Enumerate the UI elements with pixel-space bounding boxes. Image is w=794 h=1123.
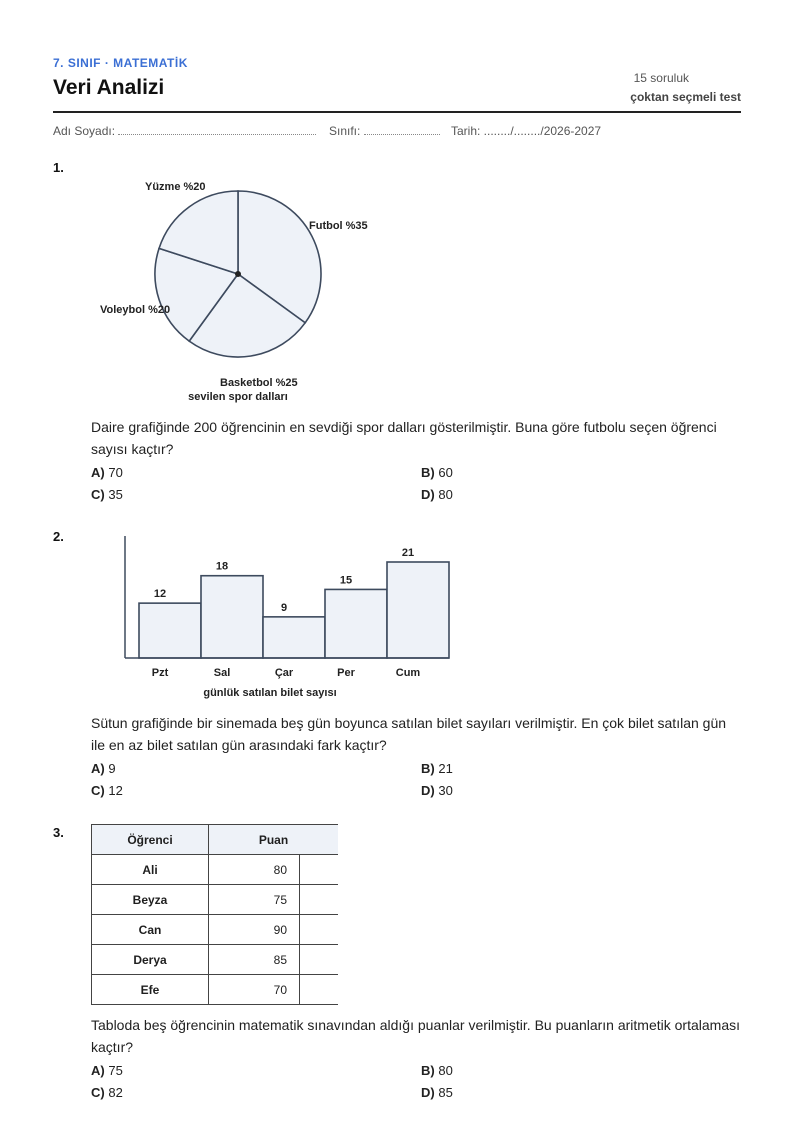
q2-option-c-value: 12 xyxy=(108,783,123,798)
empty-cell xyxy=(300,915,339,945)
question-2-number: 2. xyxy=(53,529,64,544)
q3-option-d[interactable] xyxy=(421,1085,453,1100)
bar-category-label: Çar xyxy=(274,667,294,679)
q3-option-b[interactable] xyxy=(421,1063,453,1078)
q1-option-c[interactable] xyxy=(91,487,123,502)
pie-slice-label: Futbol %35 xyxy=(309,220,368,232)
pie-caption: sevilen spor dalları xyxy=(188,391,288,403)
bar-category-label: Sal xyxy=(213,667,231,679)
q2-option-a-value: 9 xyxy=(108,761,116,776)
table-row xyxy=(92,885,339,915)
table-row xyxy=(92,855,339,885)
student-score: 80 xyxy=(209,855,300,885)
q2-option-b-value: 21 xyxy=(438,761,453,776)
q1-option-a-value: 70 xyxy=(108,465,123,480)
q3-option-c-letter: C) xyxy=(91,1085,105,1100)
empty-cell xyxy=(300,885,339,915)
student-score: 75 xyxy=(209,885,300,915)
student-name: Ali xyxy=(92,855,209,885)
table-row xyxy=(92,945,339,975)
date-label: Tarih: ......../......../2026-2027 xyxy=(451,124,602,138)
column-header-student: Öğrenci xyxy=(92,825,209,855)
name-field[interactable] xyxy=(53,124,316,138)
q3-option-d-value: 85 xyxy=(438,1085,453,1100)
grade-label: 7. SINIF · MATEMATİK xyxy=(53,56,188,70)
bar-value-label: 12 xyxy=(153,588,167,601)
q2-option-b-letter: B) xyxy=(421,761,435,776)
bar-category-label: Pzt xyxy=(151,667,169,679)
bar-value-label: 18 xyxy=(215,560,229,573)
bar xyxy=(263,617,325,658)
empty-cell xyxy=(300,975,339,1005)
pie-chart xyxy=(91,174,411,404)
bar-category-label: Per xyxy=(337,667,355,679)
q3-option-b-letter: B) xyxy=(421,1063,435,1078)
q2-option-a-letter: A) xyxy=(91,761,105,776)
student-score: 70 xyxy=(209,975,300,1005)
student-name: Beyza xyxy=(92,885,209,915)
student-name: Can xyxy=(92,915,209,945)
q3-option-c-value: 82 xyxy=(108,1085,123,1100)
q2-option-d-value: 30 xyxy=(438,783,453,798)
question-1-number: 1. xyxy=(53,160,64,175)
empty-cell xyxy=(300,855,339,885)
student-score: 90 xyxy=(209,915,300,945)
bar xyxy=(139,603,201,658)
q3-option-c[interactable] xyxy=(91,1085,123,1100)
q1-option-d-letter: D) xyxy=(421,487,435,502)
scores-table xyxy=(91,824,338,1005)
bar-value-label: 21 xyxy=(401,547,415,559)
question-1-text: Daire grafiğinde 200 öğrencinin en sevdiği spor dalları gösterilmiştir. Buna göre futbolu seçen öğrenci sayısı kaçtır? xyxy=(91,419,717,457)
q1-option-b-value: 60 xyxy=(438,465,453,480)
bar-category-label: Cum xyxy=(395,667,421,679)
header-divider xyxy=(53,111,741,113)
table-row xyxy=(92,915,339,945)
question-3-text: Tabloda beş öğrencinin matematik sınavından aldığı puanlar verilmiştir. Bu puanların aritmetik ortalaması kaçtır? xyxy=(91,1017,740,1055)
column-header-score: Puan xyxy=(209,825,339,855)
empty-cell xyxy=(300,945,339,975)
q1-option-c-value: 35 xyxy=(108,487,123,502)
bar xyxy=(201,576,263,658)
q3-option-a-letter: A) xyxy=(91,1063,105,1078)
q3-option-a-value: 75 xyxy=(108,1063,123,1078)
table-row xyxy=(92,975,339,1005)
bar-chart xyxy=(110,530,480,700)
q2-option-a[interactable] xyxy=(91,761,116,776)
bar-caption: günlük satılan bilet sayısı xyxy=(203,687,337,699)
class-field[interactable] xyxy=(329,124,440,138)
q1-option-d-value: 80 xyxy=(438,487,453,502)
class-label: Sınıfı: xyxy=(329,124,361,138)
table-header-row xyxy=(92,825,339,855)
q3-option-d-letter: D) xyxy=(421,1085,435,1100)
bar xyxy=(325,589,387,658)
q1-option-a-letter: A) xyxy=(91,465,105,480)
test-type: çoktan seçmeli test xyxy=(630,90,741,104)
q1-option-b-letter: B) xyxy=(421,465,435,480)
question-2-text: Sütun grafiğinde bir sinemada beş gün boyunca satılan bilet sayıları verilmiştir. En çok bilet satılan gün ile en az bilet satılan gün arasındaki fark kaçtır? xyxy=(91,715,727,753)
q2-option-d[interactable] xyxy=(421,783,453,798)
pie-center-dot xyxy=(235,271,241,277)
q2-option-c-letter: C) xyxy=(91,783,105,798)
date-field[interactable] xyxy=(451,124,601,138)
bar-value-label: 9 xyxy=(280,601,288,614)
student-score: 85 xyxy=(209,945,300,975)
q1-option-b[interactable] xyxy=(421,465,453,480)
q3-option-a[interactable] xyxy=(91,1063,123,1078)
class-blank[interactable] xyxy=(364,124,440,135)
bar xyxy=(387,562,449,658)
bar-value-label: 15 xyxy=(339,574,353,587)
q2-option-c[interactable] xyxy=(91,783,123,798)
name-blank[interactable] xyxy=(118,124,316,135)
question-count: 15 soruluk xyxy=(633,71,689,85)
pie-slice-label: Basketbol %25 xyxy=(220,377,298,389)
q1-option-d[interactable] xyxy=(421,487,453,502)
pie-slice-label: Voleybol %20 xyxy=(100,304,171,316)
q1-option-c-letter: C) xyxy=(91,487,105,502)
student-name: Derya xyxy=(92,945,209,975)
q3-option-b-value: 80 xyxy=(438,1063,453,1078)
page-title: Veri Analizi xyxy=(53,76,165,99)
q1-option-a[interactable] xyxy=(91,465,123,480)
q2-option-d-letter: D) xyxy=(421,783,435,798)
name-label: Adı Soyadı: xyxy=(53,124,116,138)
q2-option-b[interactable] xyxy=(421,761,453,776)
pie-slice-label: Yüzme %20 xyxy=(145,181,206,193)
question-3-number: 3. xyxy=(53,825,64,840)
student-name: Efe xyxy=(92,975,209,1005)
